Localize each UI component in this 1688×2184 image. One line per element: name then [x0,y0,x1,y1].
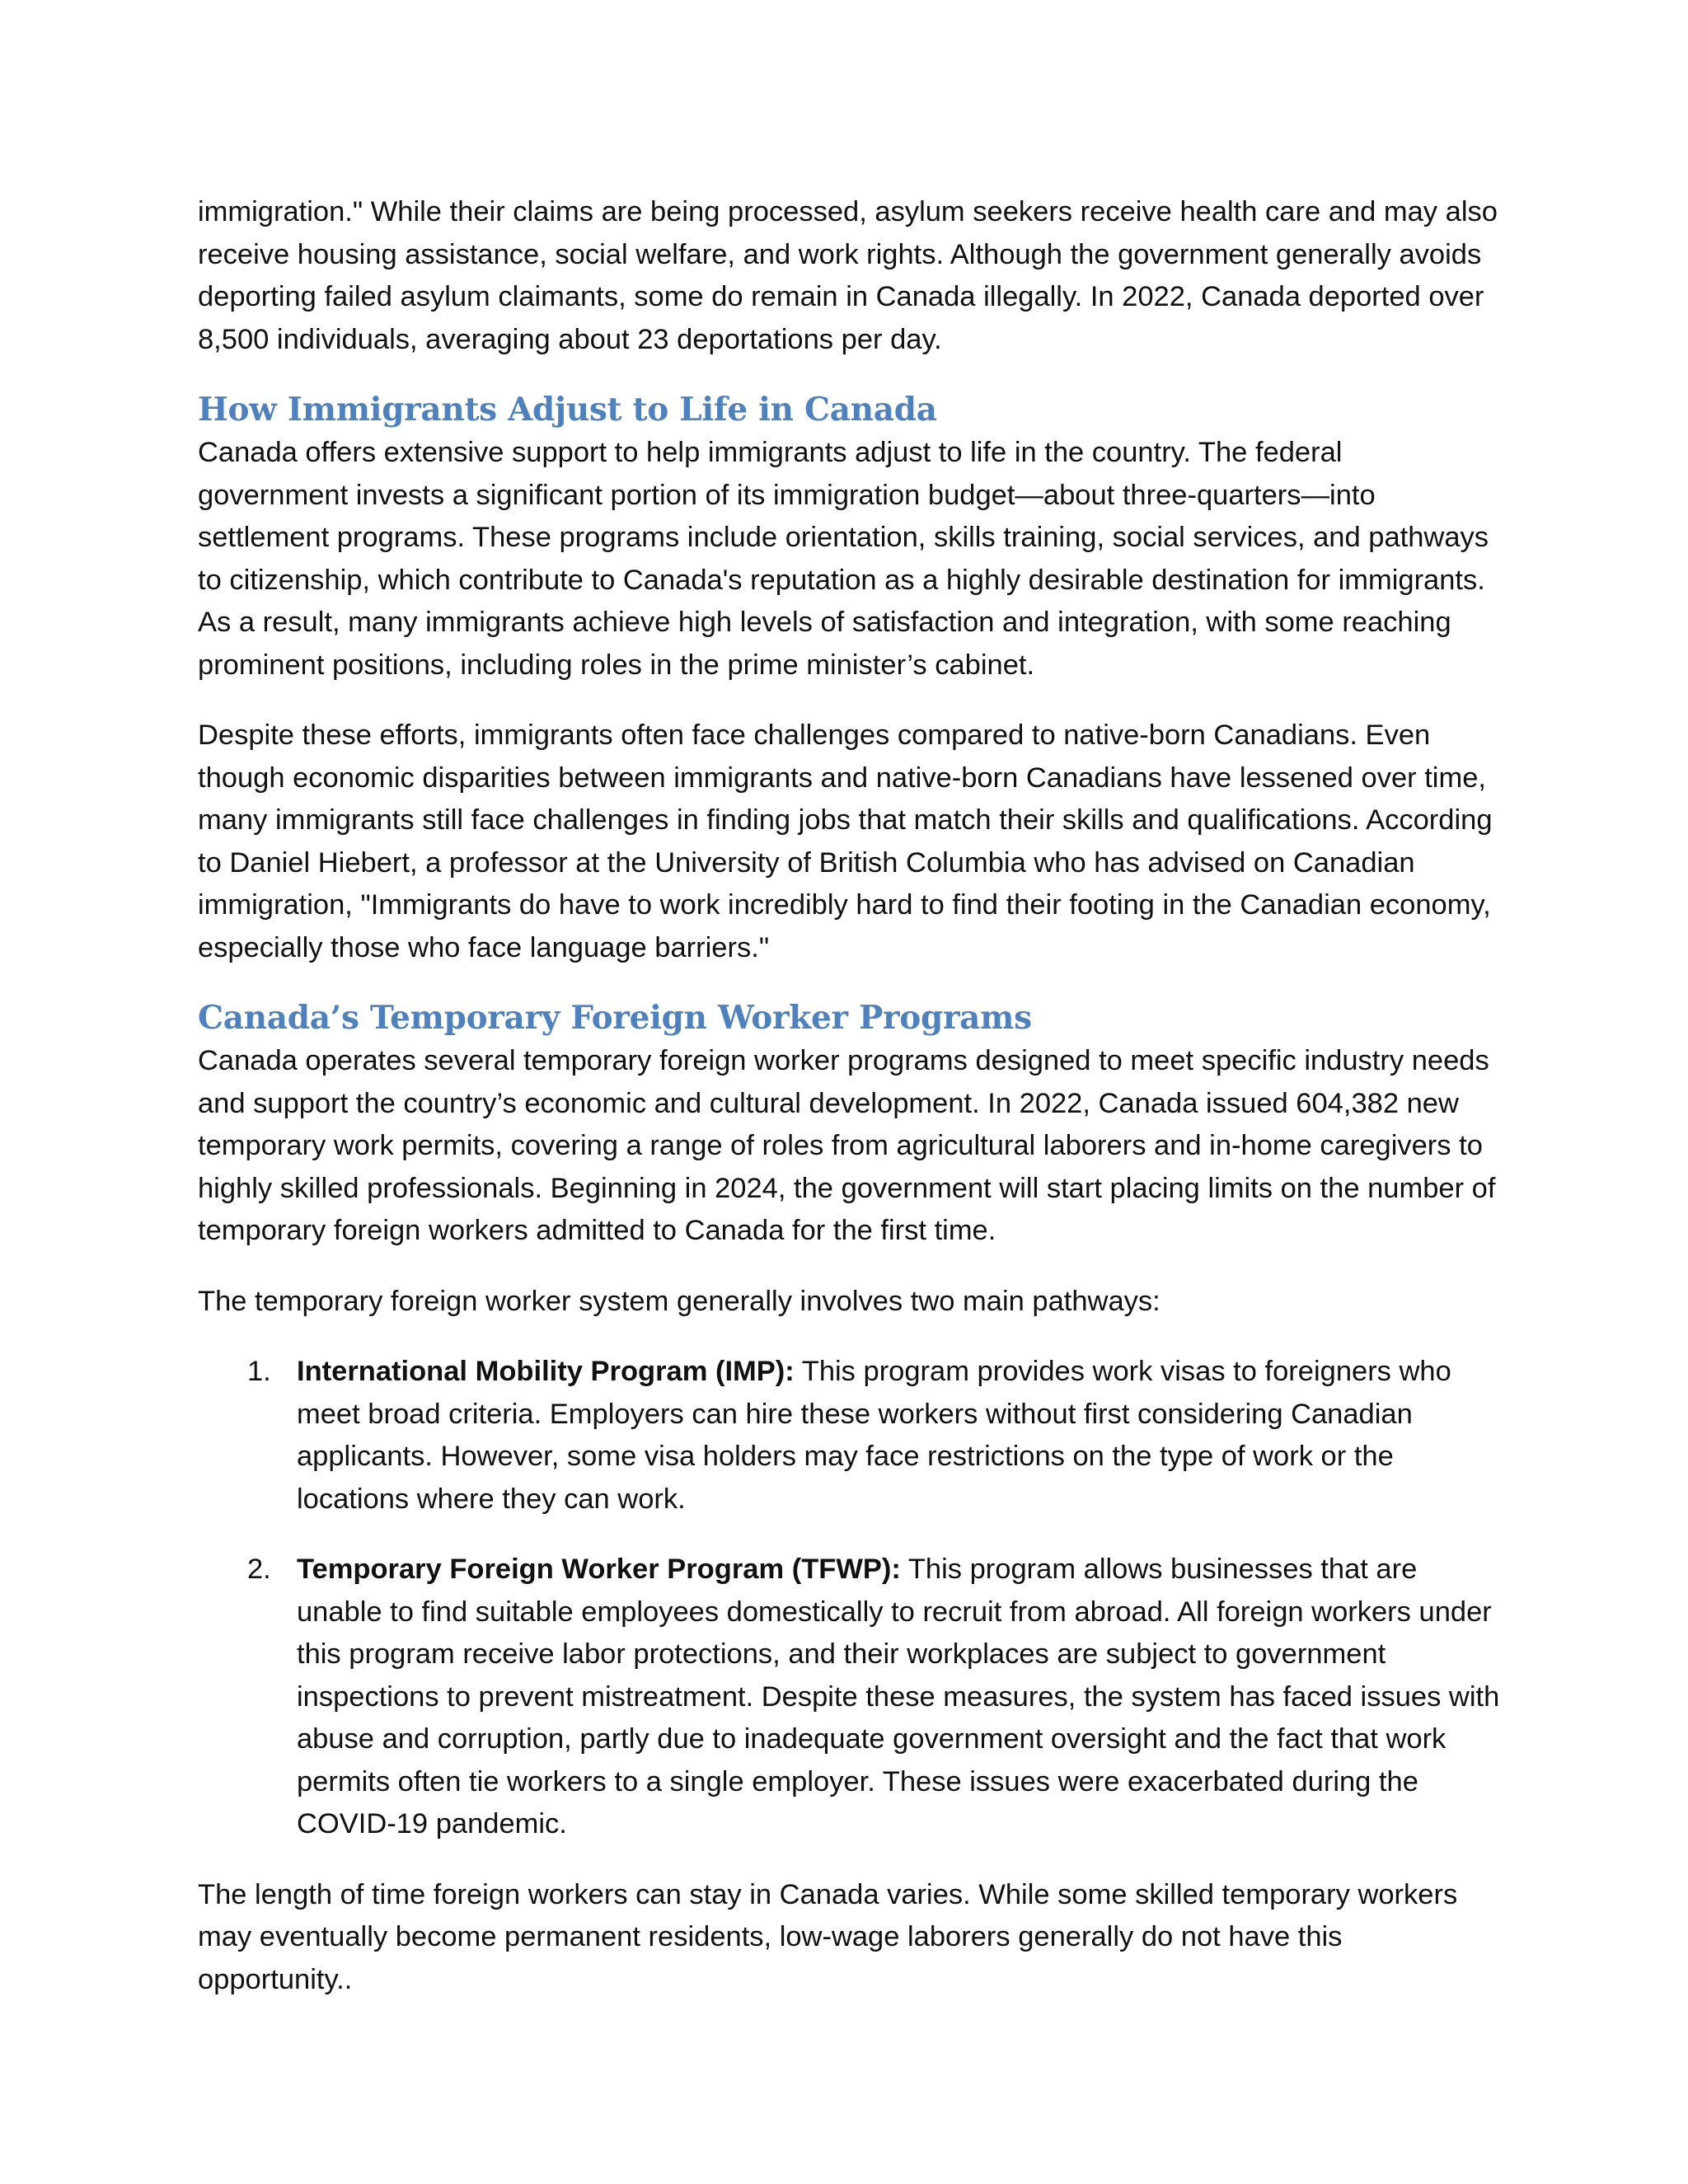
paragraph-closing: The length of time foreign workers can stay in Canada varies. While some skilled temporary workers may eventually become permanent residents, low-wage laborers generally do not have this opportunity.. [198,1878,1458,1995]
list-item [198,1549,1500,1846]
list-item-number: 2. [247,1554,271,1585]
document-page [198,191,1500,2029]
paragraph-intro: immigration." While their claims are being processed, asylum seekers receive health care and may also receive housing assistance, social welfare, and work rights. Although the government generally avoids deporting failed asylum claimants, some do remain in Canada illegally. In 2022, Canada deported over 8,500 individuals, averaging about 23 deportations per day. [198,196,1498,355]
list-item-term: International Mobility Program (IMP): [297,1356,795,1387]
heading-temporary-worker-programs: Canada’s Temporary Foreign Worker Programs [198,999,1032,1037]
heading-adjust-to-life: How Immigrants Adjust to Life in Canada [198,391,937,429]
paragraph-pathways-intro: The temporary foreign worker system generally involves two main pathways: [198,1285,1160,1317]
paragraph-challenges: Despite these efforts, immigrants often face challenges compared to native-born Canadians. Even though economic disparities between immigrants and native-born Canadians have lessened over time, many immigrants still face challenges in finding jobs that match their skills and qualifications. According to Daniel Hiebert, a professor at the University of British Columbia who has advised on Canadian immigration, "Immigrants do have to work incredibly hard to find their footing in the Canadian economy, especially those who face language barriers." [198,719,1493,963]
list-item-text: This program allows businesses that are unable to find suitable employees domestically to recruit from abroad. All foreign workers under this program receive labor protections, and their workplaces are subject to government inspections to prevent mistreatment. Despite these measures, the system has faced issues with abuse and corruption, partly due to inadequate government oversight and the fact that work permits often tie workers to a single employer. These issues were exacerbated during the COVID-19 pandemic. [297,1554,1500,1840]
paragraph-programs-overview: Canada operates several temporary foreign worker programs designed to meet specific industry needs and support the country’s economic and cultural development. In 2022, Canada issued 604,382 new temporary work permits, covering a range of roles from agricultural laborers and in-home caregivers to highly skilled professionals. Beginning in 2024, the government will start placing limits on the number of temporary foreign workers admitted to Canada for the first time. [198,1045,1496,1246]
list-item [198,1351,1500,1521]
pathways-list [198,1351,1500,1846]
paragraph-support: Canada offers extensive support to help immigrants adjust to life in the country. The federal government invests a significant portion of its immigration budget—about three-quarters—into settlement programs. These programs include orientation, skills training, social services, and pathways to citizenship, which contribute to Canada's reputation as a highly desirable destination for immigrants. As a result, many immigrants achieve high levels of satisfaction and integration, with some reaching prominent positions, including roles in the prime minister’s cabinet. [198,437,1489,681]
list-item-text: This program provides work visas to foreigners who meet broad criteria. Employers can hire these workers without first considering Canadian applicants. However, some visa holders may face restrictions on the type of work or the locations where they can work. [297,1356,1451,1515]
list-item-number: 1. [247,1356,271,1387]
list-item-term: Temporary Foreign Worker Program (TFWP): [297,1554,901,1585]
